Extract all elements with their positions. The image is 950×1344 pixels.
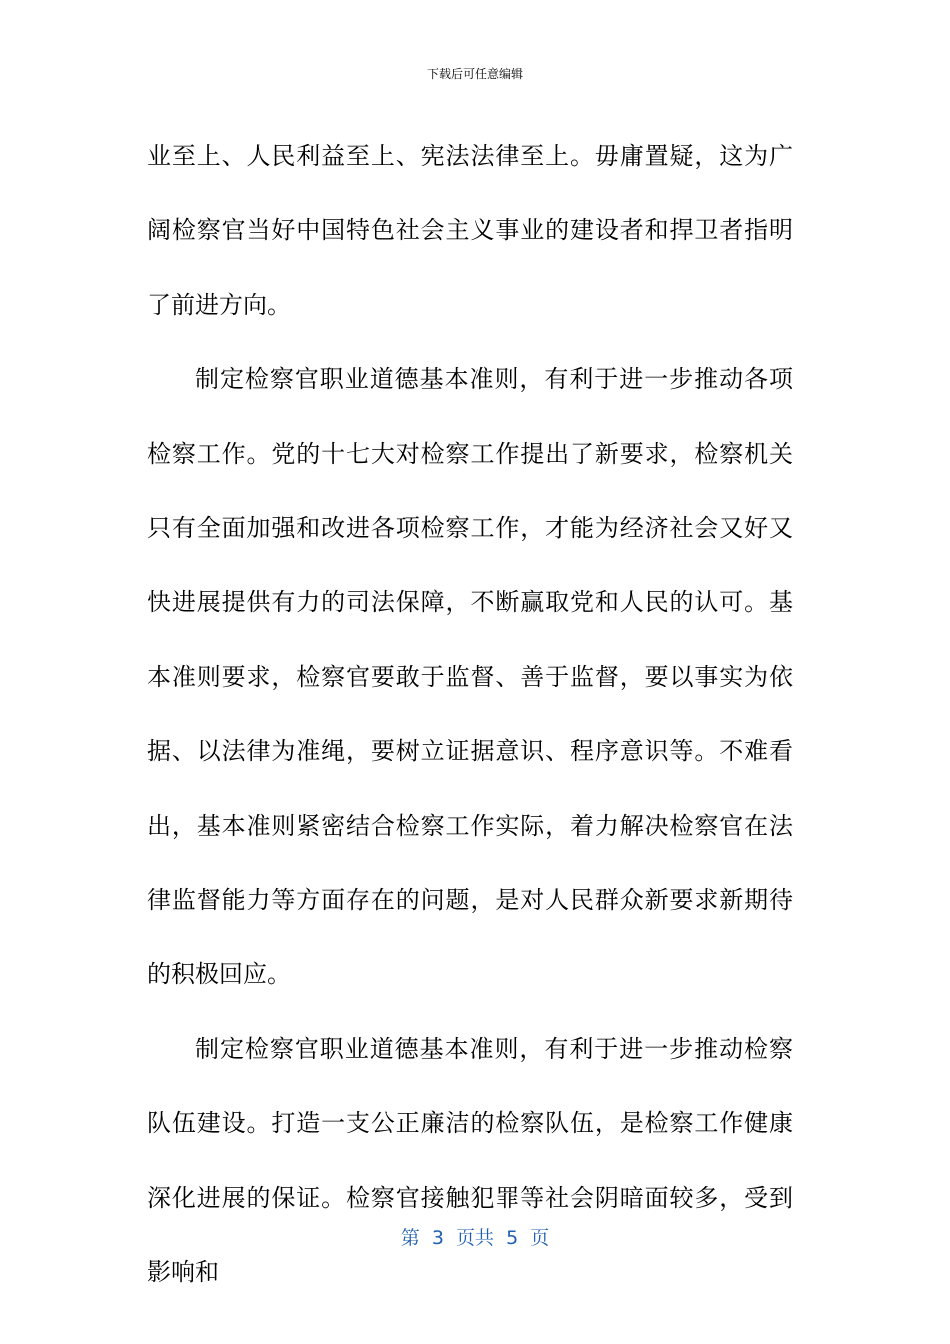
page-number-footer: 第 3 页共 5 页 xyxy=(400,1227,550,1249)
document-body xyxy=(147,119,793,1310)
paragraph-team-building: 制定检察官职业道德基本准则，有利于进一步推动检察队伍建设。打造一支公正廉洁的检察队伍，是检察工作健康深化进展的保证。检察官接触犯罪等社会阴暗面较多，受到影响和 xyxy=(147,1034,793,1287)
paragraph-work-promotion: 制定检察官职业道德基本准则，有利于进一步推动各项检察工作。党的十七大对检察工作提出了新要求，检察机关只有全面加强和改进各项检察工作，才能为经济社会又好又快进展提供有力的司法保障，不断赢取党和人民的认可。基本准则要求，检察官要敢于监督、善于监督，要以事实为依据、以法律为准绳，要树立证据意识、程序意识等。不难看出，基本准则紧密结合检察工作实际，着力解决检察官在法律监督能力等方面存在的问题，是对人民群众新要求新期待的积极回应。 xyxy=(147,365,793,989)
page-header: 下载后可任意编辑 xyxy=(426,67,523,81)
paragraph-continued: 业至上、人民利益至上、宪法法律至上。毋庸置疑，这为广阔检察官当好中国特色社会主义事业的建设者和捍卫者指明了前进方向。 xyxy=(147,142,793,319)
